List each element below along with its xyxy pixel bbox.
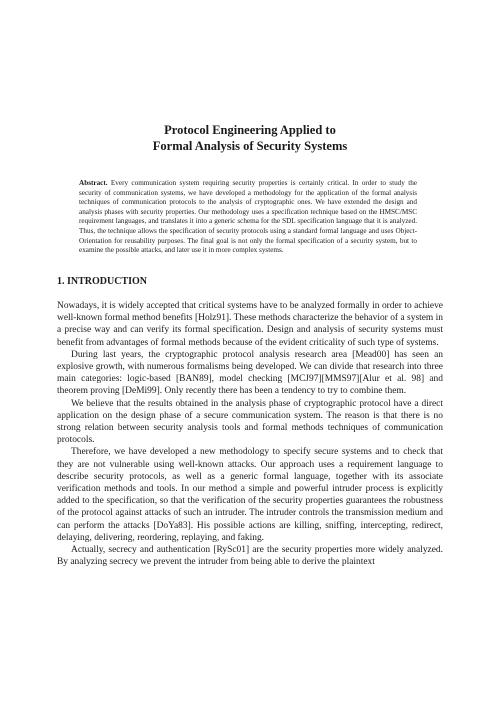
paragraph: Nowadays, it is widely accepted that critical systems have to be analyzed formally in order to achieve well-known formal method benefits [Holz91]. These methods characterize the behavior of a system in a precise way and can verify its formal specification. Design and analysis of security systems must benefit from advantages of formal methods because of the evident criticality of such type of systems. (57, 301, 443, 348)
paragraph: Therefore, we have developed a new methodology to specify secure systems and to check that they are not vulnerable using well-known attacks. Our approach uses a requirement language to describe security protocols, as well as a generic formal language, together with its associate verification methods and tools. In our method a simple and powerful intruder process is explicitly added to the specification, so that the verification of the security properties guarantees the robustness of the protocol against attacks of such an intruder. The intruder controls the transmission medium and can perform the attacks [DoYa83]. His possible actions are killing, sniffing, intercepting, redirect, delaying, delivering, reordering, replaying, and faking. (57, 447, 443, 543)
abstract (79, 179, 417, 256)
abstract-label: Abstract. (79, 179, 108, 187)
title-line-2: Formal Analysis of Security Systems (152, 139, 348, 153)
paragraph: We believe that the results obtained in the analysis phase of cryptographic protocol have a direct application on the design phase of a secure communication system. The reason is that there is no strong relation between security analysis tools and formal methods techniques of communication protocols. (57, 398, 443, 446)
section-heading: 1. INTRODUCTION (57, 276, 148, 287)
paragraph: Actually, secrecy and authentication [RySc01] are the security properties more widely analyzed. By analyzing secrecy we prevent the intruder from being able to derive the plaintext (57, 545, 443, 568)
paragraph: During last years, the cryptographic protocol analysis research area [Mead00] has seen an explosive growth, with numerous formalisms being developed. We can divide that research into three main categories: logic-based [BAN89], model checking [MCJ97][MMS97][Alur et al. 98] and theorem proving [DeMi99]. Only recently there has been a tendency to try to combine them. (57, 349, 443, 397)
body-text (57, 300, 443, 568)
paper-title (0, 122, 500, 154)
abstract-text: Every communication system requiring security properties is certainly critical. In order to study the security of communication systems, we have developed a methodology for the application of the formal analysis techniques of communication protocols to the analysis of cryptographic ones. We have extended the design and analysis phases with security properties. Our methodology uses a specification technique based on the HMSC/MSC requirement languages, and translates it into a generic schema for the SDL specification language that it is analyzed. Thus, the technique allows the specification of security protocols using a standard formal language and uses Object-Orientation for reusability purposes. The final goal is not only the formal specification of a security system, but to examine the possible attacks, and later use it in more complex systems. (79, 179, 417, 255)
title-line-1: Protocol Engineering Applied to (164, 123, 336, 137)
